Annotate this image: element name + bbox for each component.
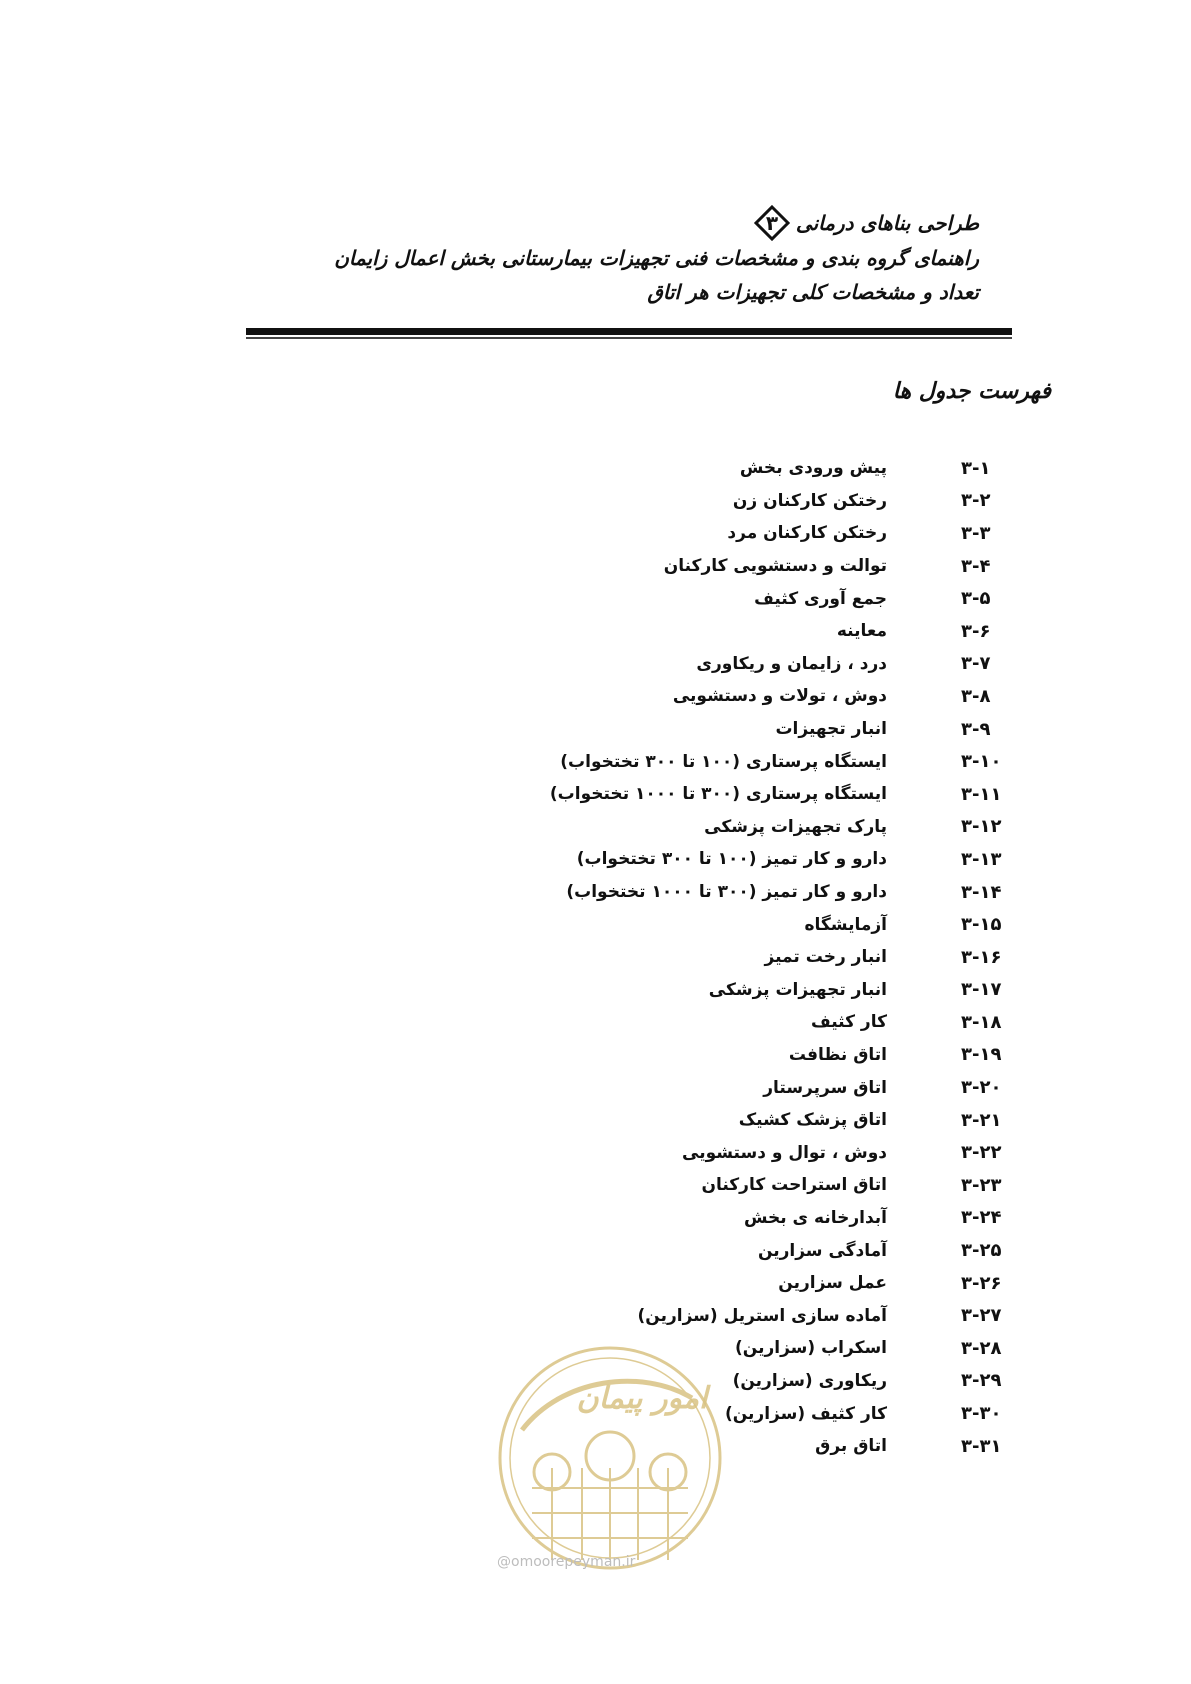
- toc-item-label: آماده سازی استریل (سزارین): [637, 1305, 887, 1326]
- toc-item-number: ۳-۲۳: [961, 1174, 1002, 1196]
- section-title: تعداد و مشخصات کلی تجهیزات هر اتاق: [647, 280, 979, 304]
- toc-title: فهرست جدول ها: [892, 378, 1051, 404]
- toc-item-number: ۳-۱۸: [961, 1011, 1002, 1033]
- toc-item-number: ۳-۱۶: [961, 946, 1002, 968]
- toc-item-label: جمع آوری کثیف: [754, 588, 887, 609]
- toc-item-number: ۳-۱: [961, 457, 991, 479]
- watermark-logo-text: امور پیمان: [576, 1381, 708, 1416]
- toc-item-label: کار کثیف (سزارین): [724, 1403, 887, 1424]
- toc-item-number: ۳-۸: [961, 685, 991, 707]
- toc-item-label: انبار تجهیزات: [775, 719, 887, 740]
- toc-item: [251, 582, 1051, 615]
- toc-item-label: پیش ورودی بخش: [739, 458, 887, 479]
- header-rule-thin: [246, 337, 1012, 339]
- toc-item-label: انبار رخت تمیز: [764, 947, 887, 968]
- toc-item-label: اتاق برق: [815, 1436, 887, 1457]
- toc-item: [251, 745, 1051, 778]
- toc-item-number: ۳-۶: [961, 620, 991, 642]
- toc-item-label: معاینه: [836, 621, 887, 642]
- toc-item-number: ۳-۲۱: [961, 1109, 1002, 1131]
- toc-item-number: ۳-۱۳: [961, 848, 1002, 870]
- toc-item-number: ۳-۲۷: [961, 1305, 1002, 1327]
- toc-item-label: دارو و کار تمیز (۱۰۰ تا ۳۰۰ تختخواب): [576, 849, 887, 870]
- table-of-tables: [251, 452, 1051, 1462]
- toc-item: [251, 615, 1051, 648]
- toc-item-number: ۳-۲۹: [961, 1370, 1002, 1392]
- toc-item: [251, 1071, 1051, 1104]
- document-subtitle: راهنمای گروه بندی و مشخصات فنی تجهیزات بیمارستانی بخش اعمال زایمان: [334, 246, 979, 270]
- toc-item: [251, 1039, 1051, 1072]
- toc-item: [251, 1169, 1051, 1202]
- toc-item-number: ۳-۲۶: [961, 1272, 1002, 1294]
- toc-item-label: عمل سزارین: [778, 1273, 887, 1294]
- series-title-line: [219, 205, 979, 241]
- toc-item-number: ۳-۷: [961, 653, 991, 675]
- toc-item: [251, 778, 1051, 811]
- toc-item-label: دوش ، توال و دستشویی: [682, 1142, 887, 1163]
- toc-item: [251, 843, 1051, 876]
- toc-item: [251, 1136, 1051, 1169]
- toc-item-label: اتاق پزشک کشیک: [738, 1110, 887, 1131]
- toc-item-label: اسکراب (سزارین): [735, 1338, 887, 1359]
- toc-item-number: ۳-۱۱: [961, 783, 1002, 805]
- toc-item: [251, 974, 1051, 1007]
- toc-item: [251, 713, 1051, 746]
- toc-item-number: ۳-۱۲: [961, 816, 1002, 838]
- toc-item-label: انبار تجهیزات پزشکی: [708, 979, 887, 1000]
- toc-item-label: رختکن کارکنان مرد: [727, 523, 887, 544]
- toc-item: [251, 1104, 1051, 1137]
- toc-item-label: آبدارخانه ی بخش: [743, 1207, 887, 1228]
- toc-item: [251, 908, 1051, 941]
- toc-item-number: ۳-۲۵: [961, 1240, 1002, 1262]
- watermark-url: @omoorepeyman.ir: [497, 1554, 636, 1570]
- toc-item-number: ۳-۱۷: [961, 979, 1002, 1001]
- volume-badge: [754, 205, 790, 241]
- toc-item-number: ۳-۲۰: [961, 1077, 1002, 1099]
- toc-item-label: آمادگی سزارین: [757, 1240, 887, 1261]
- toc-item-label: دارو و کار تمیز (۳۰۰ تا ۱۰۰۰ تختخواب): [566, 882, 887, 903]
- toc-item-number: ۳-۴: [961, 555, 991, 577]
- toc-item-number: ۳-۲: [961, 490, 991, 512]
- toc-item: [251, 1202, 1051, 1235]
- toc-item-number: ۳-۳۱: [961, 1435, 1002, 1457]
- toc-item: [251, 1267, 1051, 1300]
- toc-item-number: ۳-۲۸: [961, 1337, 1002, 1359]
- toc-item-label: دوش ، تولات و دستشویی: [672, 686, 887, 707]
- toc-item-number: ۳-۱۴: [961, 881, 1002, 903]
- toc-item: [251, 550, 1051, 583]
- series-title: طراحی بناهای درمانی: [795, 211, 979, 235]
- toc-item-label: اتاق استراحت کارکنان: [701, 1175, 887, 1196]
- toc-item: [251, 941, 1051, 974]
- toc-item-number: ۳-۲۴: [961, 1207, 1002, 1229]
- toc-item-label: ایستگاه پرستاری (۳۰۰ تا ۱۰۰۰ تختخواب): [549, 784, 887, 805]
- header-rule: [246, 328, 1012, 335]
- toc-item: [251, 811, 1051, 844]
- toc-item-label: آزمایشگاه: [804, 914, 887, 935]
- toc-item: [251, 517, 1051, 550]
- toc-item-label: کار کثیف: [811, 1012, 887, 1033]
- toc-item: [251, 648, 1051, 681]
- toc-item-number: ۳-۵: [961, 588, 991, 610]
- toc-item: [251, 876, 1051, 909]
- toc-item-label: درد ، زایمان و ریکاوری: [696, 653, 887, 674]
- toc-item: [251, 1234, 1051, 1267]
- toc-item-label: اتاق سرپرستار: [763, 1077, 887, 1098]
- toc-item-number: ۳-۲۲: [961, 1142, 1002, 1164]
- toc-item: [251, 1006, 1051, 1039]
- toc-item-label: رختکن کارکنان زن: [732, 490, 887, 511]
- toc-item-label: ایستگاه پرستاری (۱۰۰ تا ۳۰۰ تختخواب): [560, 751, 887, 772]
- toc-item-number: ۳-۳۰: [961, 1403, 1002, 1425]
- toc-item-label: ریکاوری (سزارین): [732, 1370, 887, 1391]
- toc-item-label: پارک تجهیزات پزشکی: [704, 816, 887, 837]
- toc-item: [251, 680, 1051, 713]
- toc-item-number: ۳-۱۹: [961, 1044, 1002, 1066]
- toc-item-number: ۳-۱۰: [961, 751, 1002, 773]
- toc-item-number: ۳-۱۵: [961, 914, 1002, 936]
- toc-item-number: ۳-۹: [961, 718, 991, 740]
- toc-item: [251, 452, 1051, 485]
- toc-item: [251, 485, 1051, 518]
- toc-item: [251, 1299, 1051, 1332]
- volume-number: ۳: [765, 211, 779, 235]
- document-header: [219, 205, 979, 309]
- toc-item-label: اتاق نظافت: [788, 1044, 887, 1065]
- toc-item-label: توالت و دستشویی کارکنان: [663, 556, 887, 577]
- toc-item-number: ۳-۳: [961, 522, 991, 544]
